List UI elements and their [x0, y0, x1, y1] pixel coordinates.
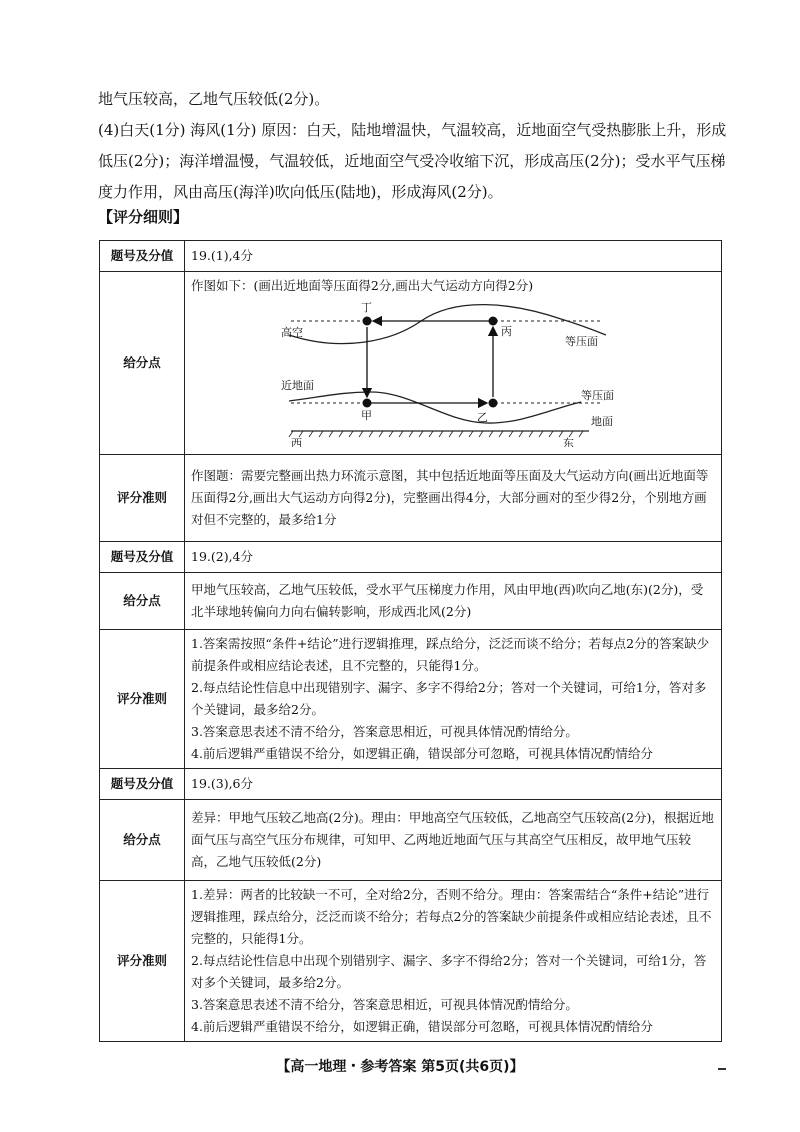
label-yi: 乙: [477, 411, 488, 424]
corner-mark: [718, 1068, 726, 1070]
label-bing: 丙: [501, 325, 512, 338]
upper-isobar: [289, 305, 606, 344]
intro-line-2: (4)白天(1分) 海风(1分) 原因：白天，陆地增温快，气温较高，近地面空气受热膨胀上升，形成低压(2分)；海洋增温慢，气温较低，近地面空气受冷收缩下沉，形成高压(2分)；受水平气压梯度力作用，风由高压(海洋)吹向低压(陆地)，形成海风(2分)。: [98, 121, 727, 201]
q1-header-row: [100, 241, 722, 272]
label-gaokong: 高空: [281, 326, 303, 339]
q1-points-row: [100, 272, 722, 455]
q2-header-row: [100, 542, 722, 573]
q2-criteria-label: 评分准则: [100, 630, 185, 769]
q3-points-label: 给分点: [100, 800, 185, 881]
q1-diagram-caption: 作图如下：(画出近地面等压面得2分,画出大气运动方向得2分): [191, 278, 534, 293]
q1-head-label: 题号及分值: [100, 241, 185, 272]
q1-points-label: 给分点: [100, 272, 185, 455]
q1-head-value: 19.(1),4分: [185, 241, 722, 272]
q2-head-label: 题号及分值: [100, 542, 185, 573]
intro-text: [98, 84, 728, 208]
q2-criteria-row: [100, 630, 722, 769]
q3-criteria-row: [100, 881, 722, 1042]
intro-line-1: 地气压较高，乙地气压较低(2分)。: [98, 90, 330, 108]
q1-points-content: [185, 272, 722, 455]
q3-header-row: [100, 769, 722, 800]
q1-criteria-label: 评分准则: [100, 455, 185, 542]
q3-points-row: [100, 800, 722, 881]
q3-criterion-1: 1.差异：两者的比较缺一不可，全对给2分，否则不给分。理由：答案需结合“条件+结论”进行逻辑推理，踩点给分，泛泛而谈不给分；若每点2分的答案缺少前提条件或相应结论表述，且不完整的，只能得1分。: [191, 887, 712, 946]
q3-criteria-content: [185, 881, 722, 1042]
q2-points-label: 给分点: [100, 573, 185, 630]
thermal-circulation-diagram: [281, 297, 641, 447]
label-dong: 东: [563, 437, 574, 447]
point-bing: [489, 317, 498, 326]
q3-head-label: 题号及分值: [100, 769, 185, 800]
q2-head-value: 19.(2),4分: [185, 542, 722, 573]
q3-criterion-3: 3.答案意思表述不清不给分，答案意思相近，可视具体情况酌情给分。: [191, 997, 578, 1012]
section-title: 【评分细则】: [98, 208, 189, 226]
label-ding: 丁: [361, 301, 372, 314]
label-dengyamian-top: 等压面: [565, 335, 598, 348]
q3-head-value: 19.(3),6分: [185, 769, 722, 800]
q2-criterion-1: 1.答案需按照“条件+结论”进行逻辑推理，踩点给分，泛泛而谈不给分；若每点2分的答案缺少前提条件或相应结论表述，且不完整的，只能得1分。: [191, 636, 710, 673]
rubric-table: [99, 240, 722, 1042]
label-dimian: 地面: [591, 415, 613, 428]
q2-criterion-2: 2.每点结论性信息中出现错别字、漏字、多字不得给2分；答对一个关键词，可给1分，答对多个关键词，最多给2分。: [191, 680, 707, 717]
q2-points-row: [100, 573, 722, 630]
q2-criteria-content: [185, 630, 722, 769]
q3-criterion-4: 4.前后逻辑严重错误不给分，如逻辑正确，错误部分可忽略，可视具体情况酌情给分: [191, 1019, 653, 1034]
label-jindimian: 近地面: [281, 379, 314, 392]
page-footer: 【高一地理・参考答案 第5页(共6页)】: [276, 1059, 524, 1075]
q3-criterion-2: 2.每点结论性信息中出现个别错别字、漏字、多字不得给2分；答对一个关键词，可给1分，答对多个关键词，最多给2分。: [191, 953, 707, 990]
label-xi: 西: [291, 437, 302, 447]
lower-isobar: [289, 392, 581, 423]
ground-hatch: [289, 431, 583, 437]
label-jia: 甲: [361, 409, 372, 422]
point-ding: [363, 317, 372, 326]
q3-criteria-label: 评分准则: [100, 881, 185, 1042]
q2-criterion-4: 4.前后逻辑严重错误不给分，如逻辑正确，错误部分可忽略，可视具体情况酌情给分: [191, 746, 653, 761]
label-dengyamian-bottom: 等压面: [581, 389, 614, 402]
point-jia: [363, 399, 372, 408]
q1-criteria-row: [100, 455, 722, 542]
q2-points-content: 甲地气压较高，乙地气压较低，受水平气压梯度力作用，风由甲地(西)吹向乙地(东)(2分)，受北半球地转偏向力向右偏转影响，形成西北风(2分): [185, 573, 722, 630]
q3-points-content: 差异：甲地气压较乙地高(2分)。理由：甲地高空气压较低，乙地高空气压较高(2分)，根据近地面气压与高空气压分布规律，可知甲、乙两地近地面气压与其高空气压相反，故甲地气压较高，乙地气压较低(2分): [185, 800, 722, 881]
q2-criterion-3: 3.答案意思表述不清不给分，答案意思相近，可视具体情况酌情给分。: [191, 724, 578, 739]
point-yi: [489, 399, 498, 408]
q1-criteria-content: 作图题：需要完整画出热力环流示意图，其中包括近地面等压面及大气运动方向(画出近地面等压面得2分,画出大气运动方向得2分)，完整画出得4分，大部分画对的至少得2分，个别地方画对但不完整的，最多给1分: [185, 455, 722, 542]
